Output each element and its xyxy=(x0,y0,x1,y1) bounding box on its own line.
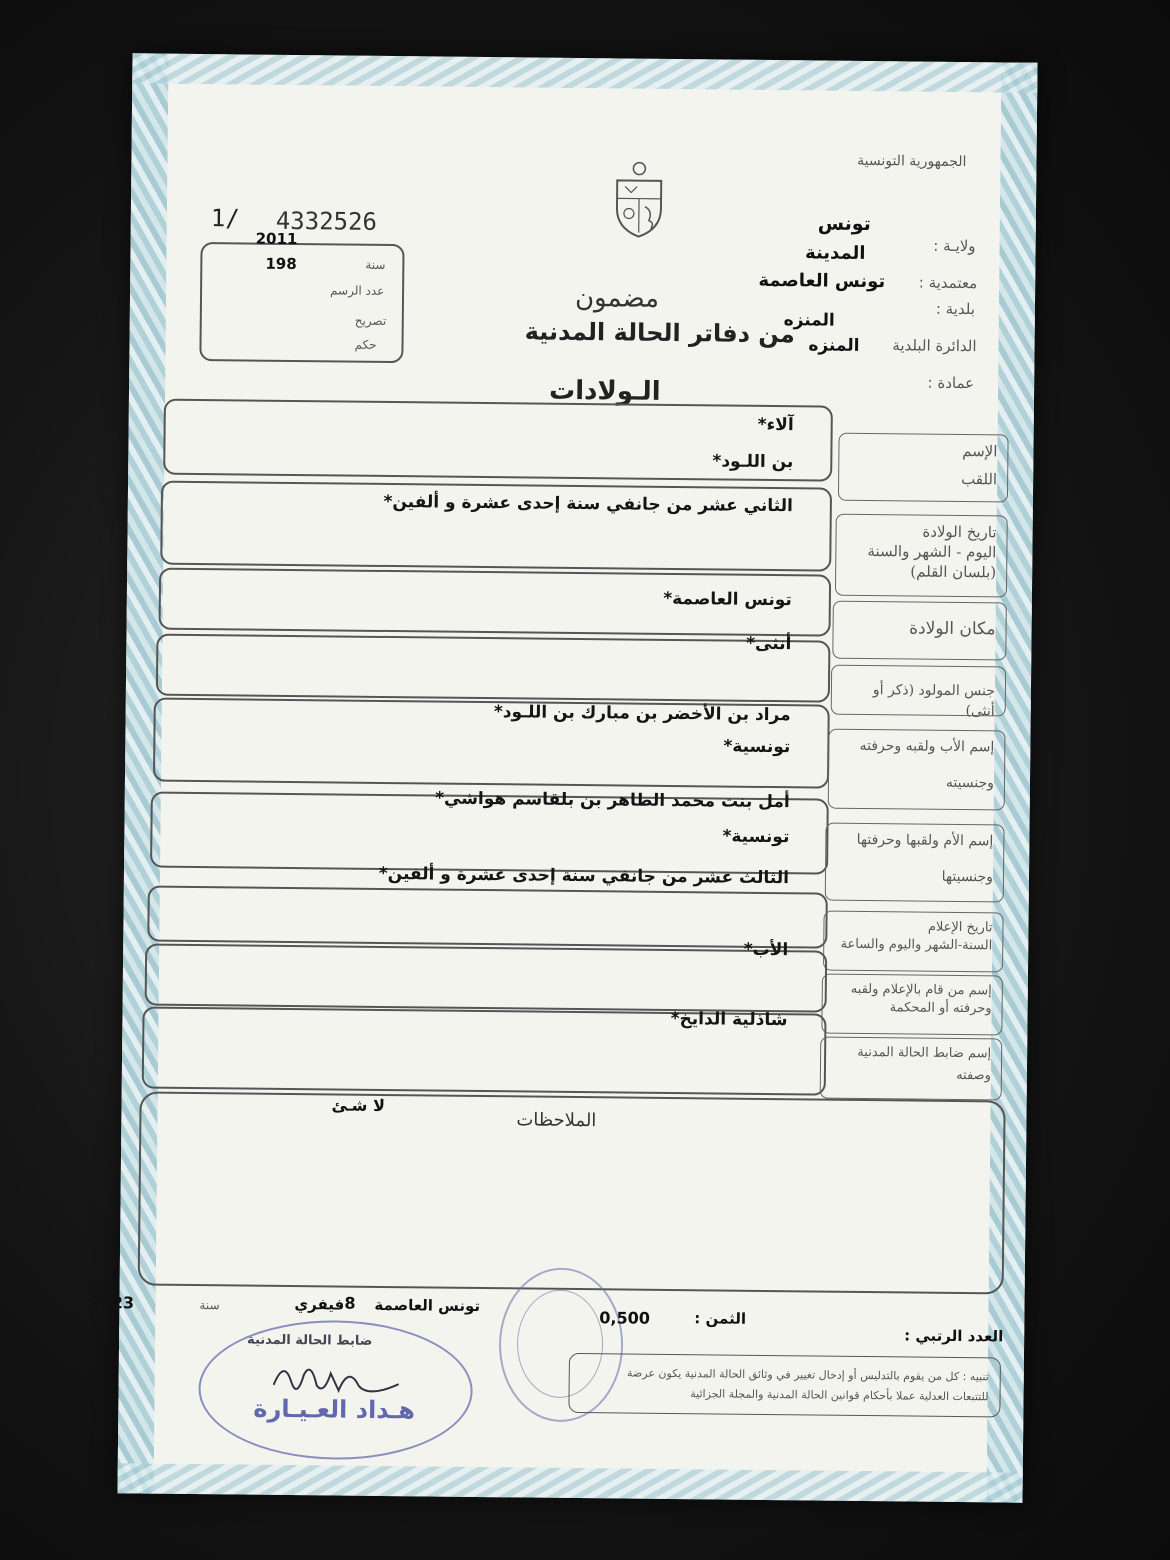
notice-line2: للتتبعات العدلية عملا بأحكام قوانين الحالة المدنية والمجلة الجزائية xyxy=(690,1387,989,1404)
officer-name-stamp: هـداد العـيـارة xyxy=(253,1394,416,1425)
name-label: الإسم xyxy=(962,442,998,461)
daira-value: المنزه xyxy=(808,335,860,356)
birth-date-label: تاريخ الولادة xyxy=(922,522,997,542)
officer-title: ضابط الحالة المدنية xyxy=(247,1332,373,1349)
birth-date-note: (بلسان القلم) xyxy=(910,562,997,582)
coat-of-arms-icon xyxy=(609,158,670,239)
decorative-border-bottom xyxy=(117,1463,1022,1502)
declarant-value: الأب* xyxy=(743,939,789,961)
republic-label: الجمهورية التونسية xyxy=(857,152,967,171)
remarks-value: لا شـئ xyxy=(331,1095,386,1116)
declarant-row-box xyxy=(145,943,828,1012)
wilaya-label: ولايـة : xyxy=(933,236,976,256)
daira-label: الدائرة البلدية xyxy=(892,336,977,356)
declarant-label-box xyxy=(821,974,1003,1036)
declaration-date-value: الثالث عشر من جانفي سنة إحدى عشرة و ألفين* xyxy=(378,863,790,889)
declaration-date-sublabel: السنة-الشهر واليوم والساعة xyxy=(840,936,993,954)
price-value: 0,500 xyxy=(599,1308,651,1328)
gender-row-box xyxy=(156,634,831,703)
wilaya-value: تونس xyxy=(817,212,871,236)
mother-label-box xyxy=(825,823,1005,903)
surname-label: اللقب xyxy=(961,470,998,489)
motamadia-value: تونس العاصمة xyxy=(758,269,886,293)
declarant-label: إسم من قام بالإعلام ولقبه xyxy=(850,981,992,999)
registry-number-label: عدد الرسم xyxy=(330,283,385,298)
father-nationality-value: تونسية* xyxy=(723,736,791,758)
price-label: الثمن : xyxy=(694,1309,747,1328)
name-label-box xyxy=(838,433,1009,503)
footer-month: فيفري xyxy=(294,1295,345,1314)
registry-year-value: 2011 xyxy=(255,229,298,249)
ruling-label: حكم xyxy=(354,337,377,352)
gender-label: جنس المولود (ذكر أو أنثى) xyxy=(872,682,996,720)
officer-name-value: شاذلية الدايخ* xyxy=(670,1008,788,1031)
mother-nationality-value: تونسية* xyxy=(722,826,790,848)
registry-year-label: سنة xyxy=(365,257,386,272)
officer-sublabel: وصفته xyxy=(956,1067,991,1084)
birth-date-sublabel: اليوم - الشهر والسنة xyxy=(867,542,997,562)
surname-value: بن اللـود* xyxy=(712,451,794,473)
registry-number-value: 198 xyxy=(265,254,297,274)
footer-day: 8 xyxy=(344,1293,356,1313)
serial-prefix: 1/ xyxy=(210,204,240,233)
section-title: الـولادات xyxy=(548,375,661,407)
notice-text xyxy=(578,1363,988,1407)
notice-line1: كل من يقوم بالتدليس أو إدخال تغيير في وثائق الحالة المدنية يكون عرضة xyxy=(626,1366,960,1384)
birth-place-label: مكان الولادة xyxy=(909,618,996,640)
gender-value: أنثى* xyxy=(746,633,792,655)
document-title-line1: مضمون xyxy=(574,282,660,314)
birth-place-value: تونس العاصمة* xyxy=(663,588,792,611)
father-label: إسم الأب ولقبه وحرفته xyxy=(859,737,995,756)
imada-label: عمادة : xyxy=(927,373,975,393)
baladia-label: بلدية : xyxy=(935,299,976,319)
baladia-value: المنزه xyxy=(783,310,835,331)
serial-number: 4332526 xyxy=(275,206,378,236)
declaration-date-row-box xyxy=(147,886,828,949)
father-name-value: مراد بن الأخضر بن مبارك بن اللـود* xyxy=(493,702,791,726)
father-nationality-label: وجنسيته xyxy=(945,774,995,792)
motamadia-label: معتمدية : xyxy=(918,273,978,293)
birth-certificate-document xyxy=(89,53,1037,1502)
decorative-border-top xyxy=(132,53,1037,92)
birth-place-label-box xyxy=(832,601,1007,661)
first-name-value: آلاء* xyxy=(757,414,794,436)
mother-name-value: أمل بنت محمد الطاهر بن بلقاسم هواشي* xyxy=(435,788,790,813)
mother-nationality-label: وجنسيتها xyxy=(941,868,994,886)
officer-label-box xyxy=(820,1037,1003,1101)
footer-year: 2023 xyxy=(89,1292,135,1313)
gender-label-box xyxy=(831,665,1007,720)
footer-year-label: سنة xyxy=(199,1298,220,1313)
footer-place: تونس العاصمة xyxy=(374,1295,481,1316)
officer-label: إسم ضابط الحالة المدنية xyxy=(857,1044,992,1062)
notice-label: تنبيه : xyxy=(962,1370,989,1384)
declaration-date-label: تاريخ الإعلام xyxy=(927,919,993,936)
document-title-line2: من دفاتر الحالة المدنية xyxy=(524,317,795,349)
declarant-sublabel: وحرفته أو المحكمة xyxy=(889,1000,992,1017)
birth-date-value: الثاني عشر من جانفي سنة إحدى عشرة و ألفين* xyxy=(383,491,793,517)
mother-label: إسم الأم ولقبها وحرفتها xyxy=(856,831,994,850)
father-label-box xyxy=(828,729,1006,811)
declaration-label: تصريح xyxy=(354,313,387,328)
serial-rank-label: العدد الرتبي : xyxy=(904,1326,1004,1346)
wilaya-value-2: المدينة xyxy=(804,242,866,264)
birth-date-label-box xyxy=(835,514,1008,598)
remarks-label: الملاحظات xyxy=(516,1109,597,1132)
declaration-date-label-box xyxy=(823,911,1004,973)
